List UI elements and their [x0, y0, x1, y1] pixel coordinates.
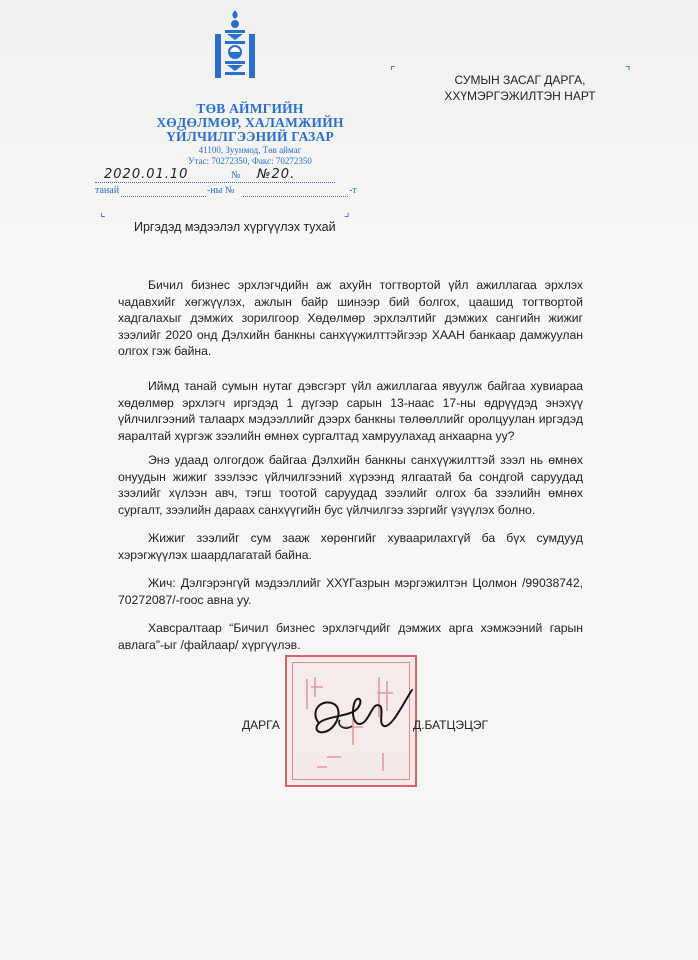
letter-subject: Иргэдэд мэдээлэл хүргүүлэх тухай [134, 220, 336, 234]
org-line-1: ТӨВ АЙМГИЙН [196, 101, 304, 116]
ref-end-label: -т [349, 185, 357, 196]
body-paragraph-5: Жич: Дэлгэрэнгүй мэдээллийг ХХҮГазрын мэргэжилтэн Цолмон /99038742, 70272087/-гоос авна уу. [118, 576, 583, 607]
signatory-title: ДАРГА [242, 718, 280, 732]
body-paragraph-3: Энэ удаад олгогдож байгаа Дэлхийн банкны санхүүжилттэй зээл нь өмнөх онуудын жижиг зээлээс үйлчилгээний хүрээнд ялгаатай ба сондгой саруудад зээлийг хүлээн авч, тэгш тоотой саруудад зээлийг олгох ба зээлийн өмнөх сургалт, зээлийн дараах санхүүгийн бус үйлчилгээ зэргийг үзүүлэх болно. [118, 453, 583, 517]
handwritten-date: 2020.01.10 [104, 167, 189, 182]
corner-mark-icon: ⌞ [100, 205, 106, 219]
handwritten-number: №20. [257, 167, 296, 182]
recipient-line-1: СУМЫН ЗАСАГ ДАРГА, [454, 73, 586, 87]
corner-mark-icon: ⌜ [390, 64, 396, 78]
address-line: 41100, Зуунмод, Төв аймаг [198, 145, 302, 155]
number-label: № [231, 170, 241, 181]
organization-name [150, 102, 350, 144]
handwritten-signature-icon [300, 680, 420, 750]
org-line-2: ХӨДӨЛМӨР, ХАЛАМЖИЙН [156, 115, 344, 130]
phone-fax-line: Утас: 70272350, Факс: 70272350 [188, 156, 312, 166]
body-paragraph-6: Хавсралтаар “Бичил бизнес эрхлэгчдийг дэмжих арга хэмжээний гарын авлага”-ыг /файлаар/ хүргүүлэв. [118, 621, 583, 652]
ref-mid-label: -ны № [207, 185, 235, 196]
signatory-name: Д.БАТЦЭЦЭГ [413, 718, 488, 732]
body-paragraph-2: Иймд танай сумын нутаг дэвсгэрт үйл ажиллагаа явуулж байгаа хувиараа хөдөлмөр эрхлэгч иргэдэд 1 дүгээр сарын 13-наас 17-ны өдрүүдэд энэхүү үйлчилгээний талаарх мэдээллийг дээрх банкны төлөөллийг оролцуулан иргэдэд яаралтай хүргэж зээлийн өмнөх сургалтад хамруулахад анхаарна уу? [118, 379, 583, 443]
org-address [150, 145, 350, 167]
corner-mark-icon: ⌝ [625, 64, 631, 78]
corner-mark-icon: ⌟ [344, 205, 350, 219]
soyombo-emblem-icon [213, 10, 257, 84]
ref-left-label: танай [95, 185, 120, 196]
recipient-line-2: ХХҮМЭРГЭЖИЛТЭН НАРТ [444, 89, 596, 103]
recipient-block [420, 72, 620, 104]
body-paragraph-1: Бичил бизнес эрхлэгчдийн аж ахуйн тогтвортой үйл ажиллагаа эрхлэх чадавхийг хөгжүүлэх, ажлын байр шинээр бий болгох, цаашид тогтвортой хадгалахыг дэмжих зорилгоор Хөдөлмөр эрхлэлтийг дэмжих сангийн жижиг зээлийг 2020 онд Дэлхийн банкны санхүүжилттэйгээр ХААН банкаар дамжуулан олгох гэж байна. [118, 278, 583, 358]
body-paragraph-4: Жижиг зээлийг сум зааж хөрөнгийг хуваарилахгүй ба бүх сумдууд хэрэгжүүлэх шаардлагатай байна. [118, 531, 583, 562]
org-line-3: ҮЙЛЧИЛГЭЭНИЙ ГАЗАР [166, 129, 334, 144]
